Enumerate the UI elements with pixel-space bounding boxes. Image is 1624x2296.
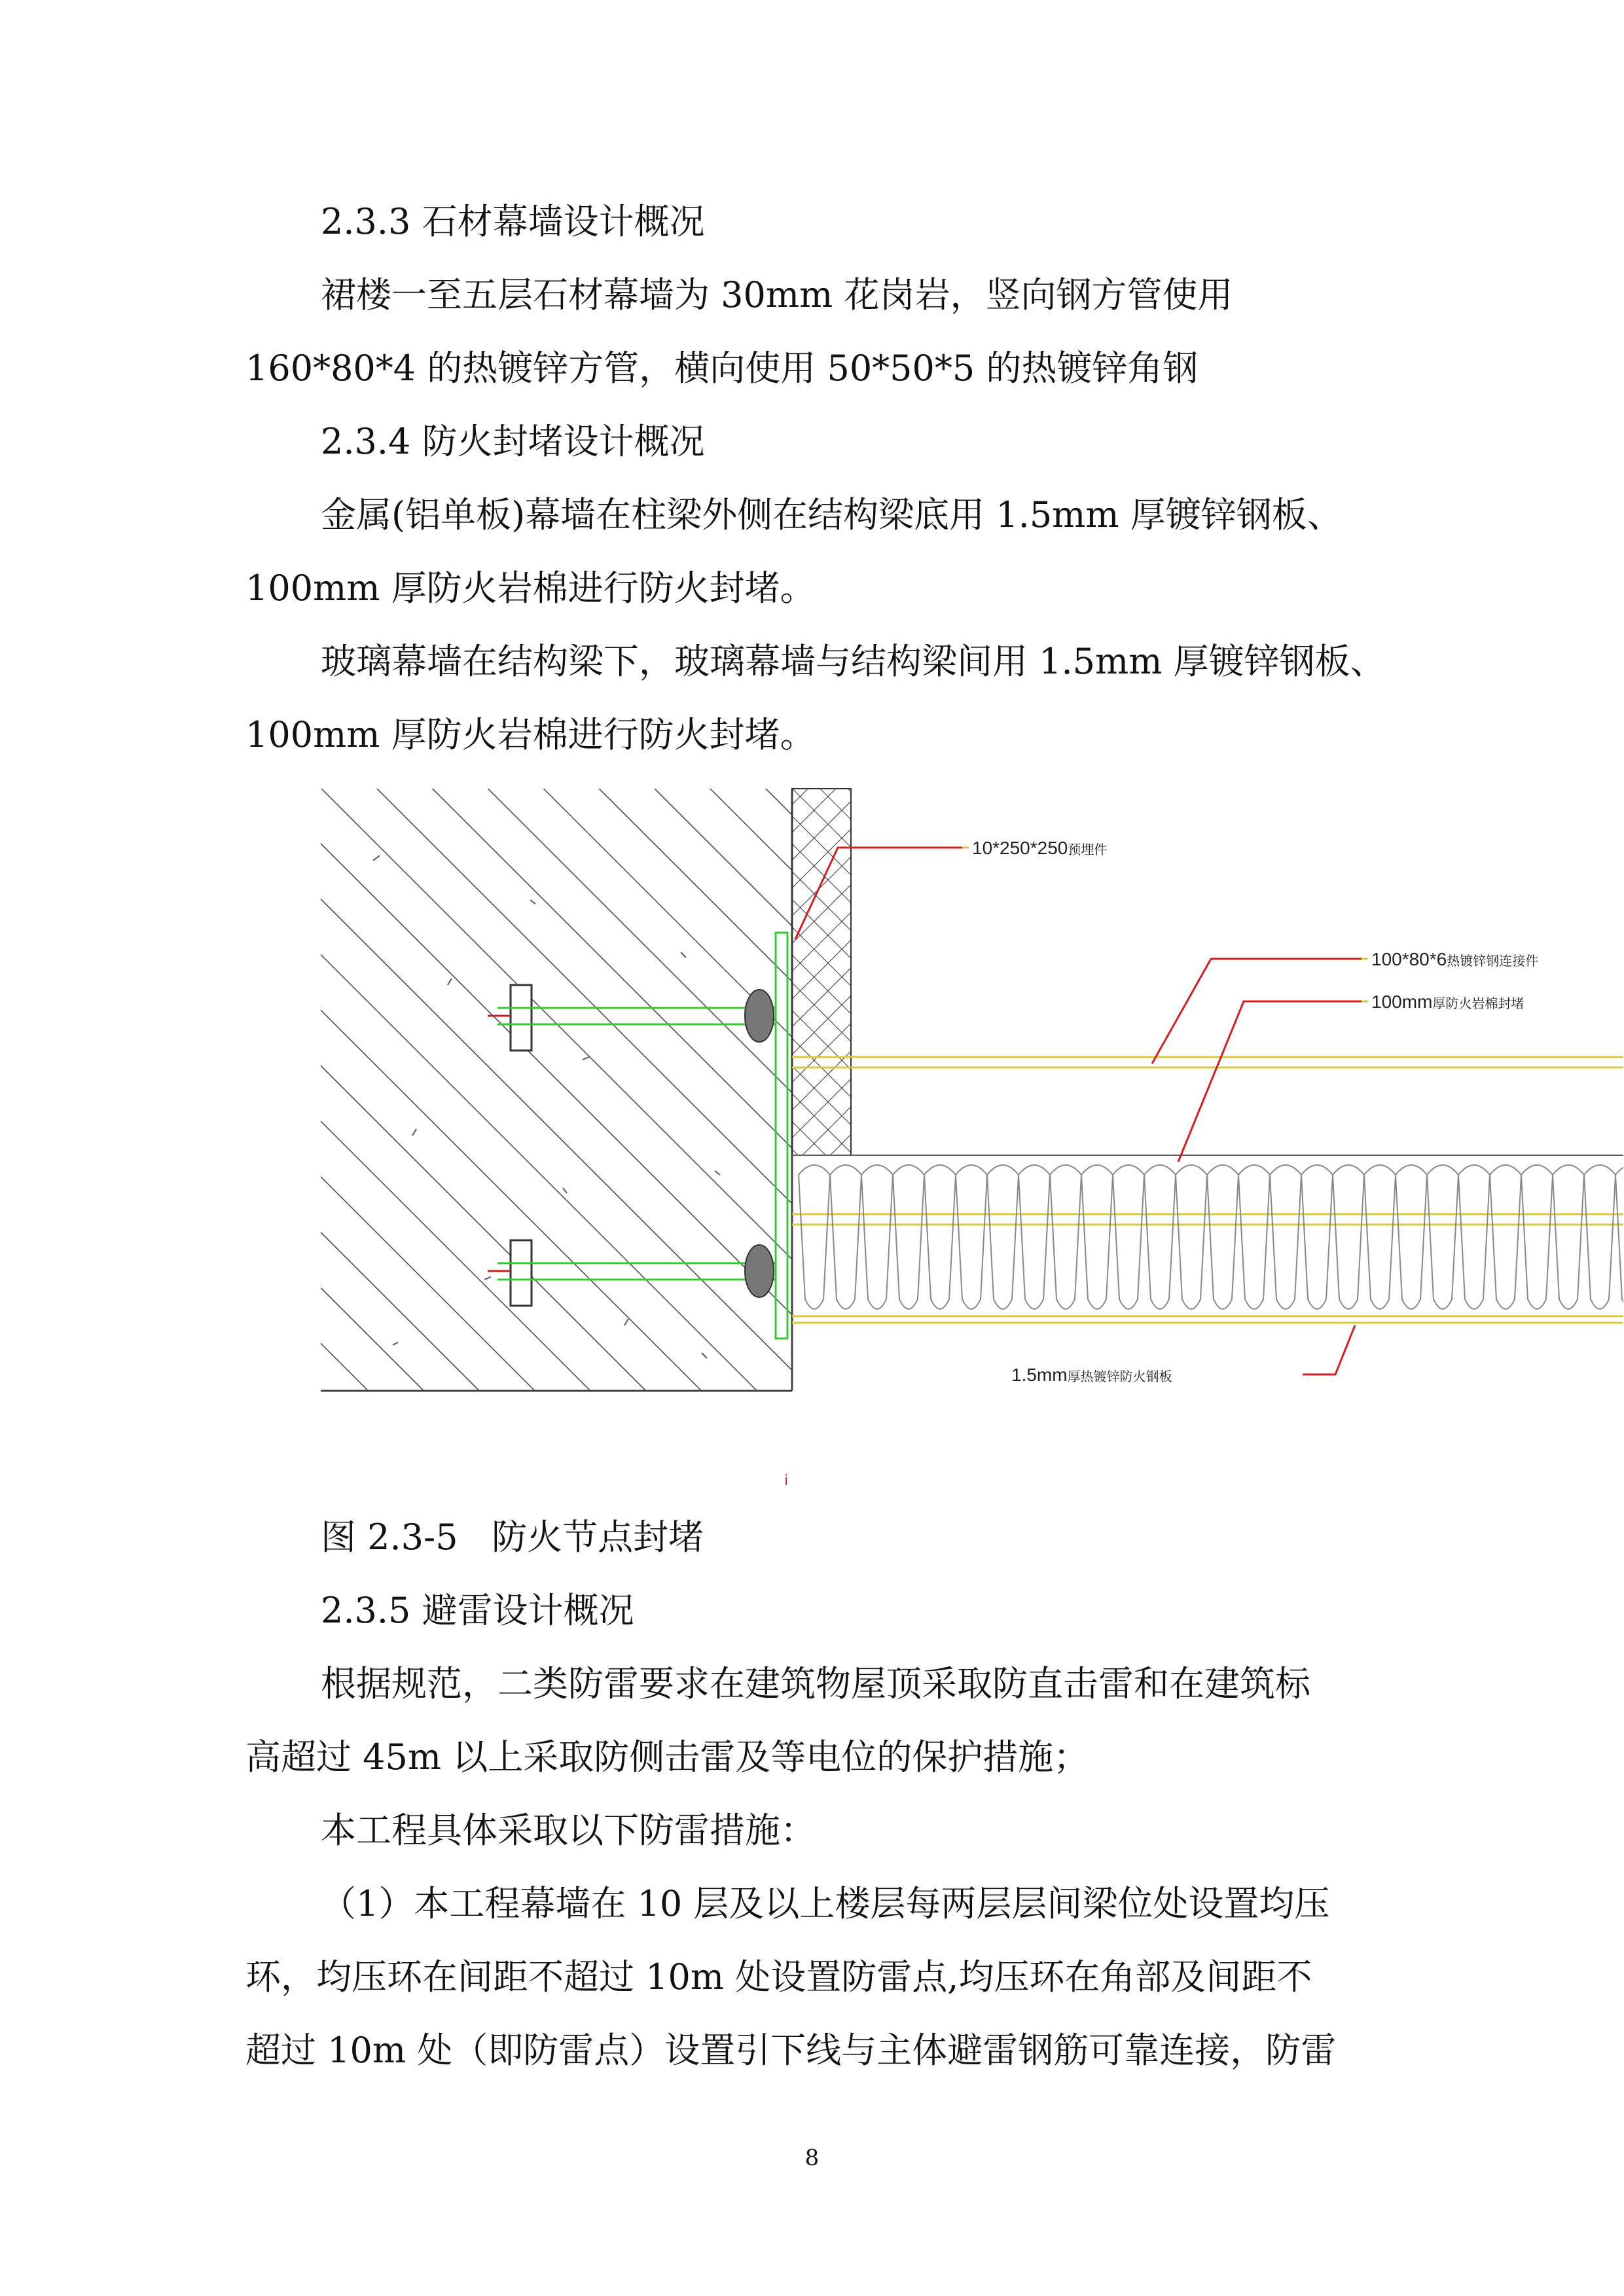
wool-loop: [1176, 1165, 1207, 1309]
wool-loop: [924, 1165, 956, 1309]
wool-loop: [861, 1165, 893, 1309]
wool-loop: [1490, 1165, 1521, 1309]
paragraph-line: 100mm 厚防火岩棉进行防火封堵。: [245, 567, 816, 609]
wool-loop: [893, 1165, 924, 1309]
fire-stop-node-drawing: [314, 782, 1623, 1410]
wool-loop: [1333, 1165, 1364, 1309]
paragraph-line: 玻璃幕墙在结构梁下，玻璃幕墙与结构梁间用 1.5mm 厚镀锌钢板、: [321, 641, 1386, 682]
wool-loop: [956, 1165, 987, 1309]
paragraph-line: 超过 10m 处（即防雷点）设置引下线与主体避雷钢筋可靠连接，防雷: [245, 2030, 1337, 2071]
figure-caption: 图 2.3-5 防火节点封堵: [321, 1516, 704, 1558]
paragraph-line: 裙楼一至五层石材幕墙为 30mm 花岗岩，竖向钢方管使用: [321, 274, 1233, 315]
label-embedded-plate: 10*250*250预埋件: [972, 838, 1108, 858]
page-number: 8: [804, 2145, 820, 2171]
section-heading-2-3-3: 2.3.3 石材幕墙设计概况: [321, 201, 705, 242]
wool-loop: [1081, 1165, 1113, 1309]
wool-loop: [987, 1165, 1019, 1309]
wool-loop: [1113, 1165, 1144, 1309]
label-rock-wool: 100mm厚防火岩棉封堵: [1371, 992, 1525, 1012]
wool-loop: [1050, 1165, 1081, 1309]
rock-wool-insulation: [792, 1155, 1623, 1309]
concrete-column: [321, 789, 792, 1391]
wool-loop: [1144, 1165, 1176, 1309]
structural-beam: [792, 789, 851, 1155]
wool-loop: [1458, 1165, 1490, 1309]
paragraph-line: 160*80*4 的热镀锌方管，横向使用 50*50*5 的热镀锌角钢: [245, 348, 1199, 389]
wool-loop: [1364, 1165, 1396, 1309]
wool-loop: [1238, 1165, 1270, 1309]
wool-loop: [799, 1165, 830, 1309]
wool-loop: [1207, 1165, 1238, 1309]
wool-loop: [1270, 1165, 1301, 1309]
wool-loop: [1553, 1165, 1584, 1309]
wool-loop: [1427, 1165, 1458, 1309]
wool-loop: [1396, 1165, 1427, 1309]
paragraph-line: 本工程具体采取以下防雷措施：: [321, 1810, 816, 1851]
paragraph-line: 环，均压环在间距不超过 10m 处设置防雷点,均压环在角部及间距不: [245, 1956, 1312, 1998]
wool-loop: [1019, 1165, 1050, 1309]
paragraph-line: （1）本工程幕墙在 10 层及以上楼层每两层层间梁位处设置均压: [321, 1883, 1330, 1924]
wool-loop: [1521, 1165, 1553, 1309]
label-fire-steel-plate: 1.5mm厚热镀锌防火钢板: [1011, 1365, 1172, 1385]
paragraph-line: 根据规范，二类防雷要求在建筑物屋顶采取防直击雷和在建筑标: [321, 1663, 1310, 1704]
paragraph-line: 高超过 45m 以上采取防侧击雷及等电位的保护措施；: [245, 1736, 1089, 1778]
wool-loop: [1301, 1165, 1333, 1309]
drawing-mark: i: [784, 1473, 789, 1489]
wool-loop: [1584, 1165, 1615, 1309]
label-angle-connector: 100*80*6热镀锌钢连接件: [1371, 949, 1539, 969]
wool-loop: [830, 1165, 861, 1309]
section-heading-2-3-5: 2.3.5 避雷设计概况: [321, 1590, 634, 1631]
wool-loop: [1615, 1165, 1623, 1309]
paragraph-line: 100mm 厚防火岩棉进行防火封堵。: [245, 714, 816, 755]
paragraph-line: 金属(铝单板)幕墙在柱梁外侧在结构梁底用 1.5mm 厚镀锌钢板、: [321, 494, 1343, 535]
section-heading-2-3-4: 2.3.4 防火封堵设计概况: [321, 421, 705, 462]
